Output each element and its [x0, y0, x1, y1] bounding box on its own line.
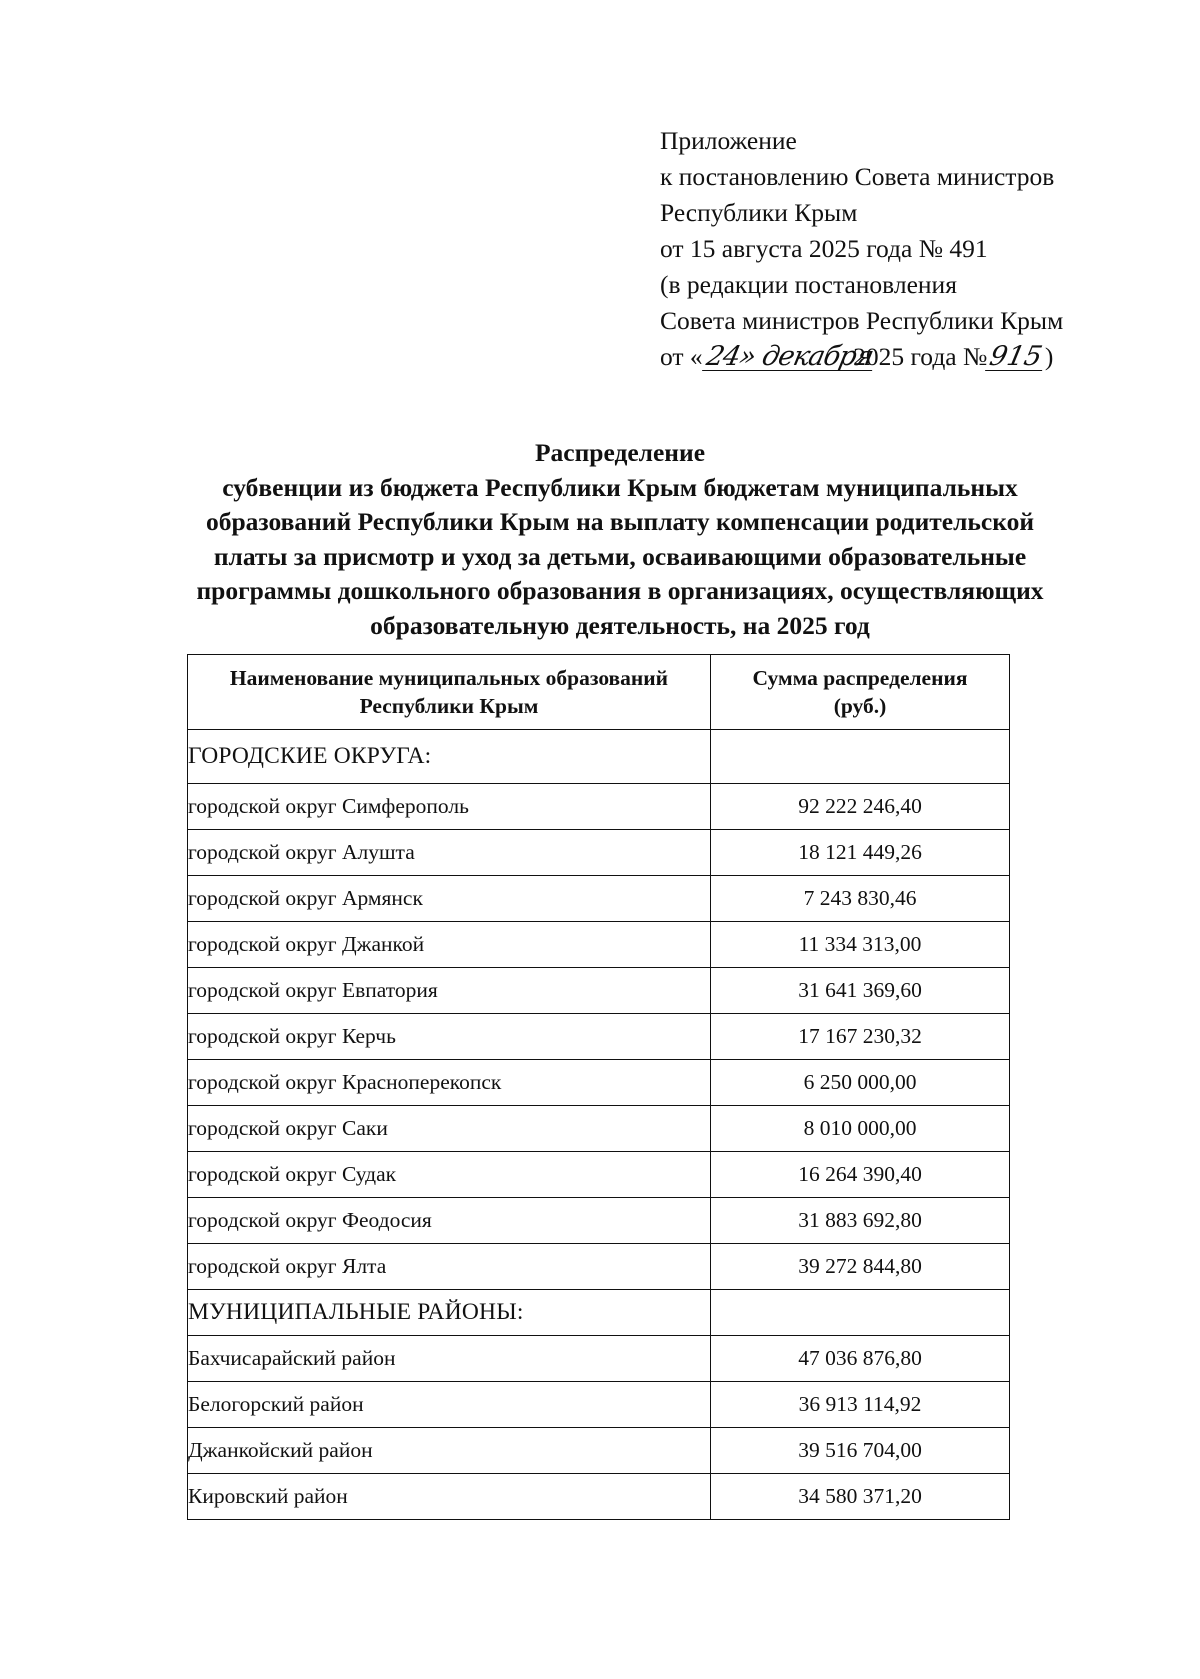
- amount-cell: 92 222 246,40: [711, 784, 1010, 830]
- title-line: платы за присмотр и уход за детьми, осваивающими образовательные: [213, 541, 1027, 571]
- amendment-year: 2025 года №: [853, 342, 988, 371]
- appendix-line: к постановлению Совета министров: [660, 162, 1055, 191]
- appendix-title: Приложение: [660, 126, 797, 155]
- title-line: субвенции из бюджета Республики Крым бюджетам муниципальных: [222, 472, 1018, 502]
- amount-cell: 34 580 371,20: [711, 1474, 1010, 1520]
- municipality-name: городской округ Симферополь: [188, 784, 711, 830]
- header-name-line: Наименование муниципальных образований: [229, 666, 669, 690]
- municipality-name: городской округ Армянск: [188, 876, 711, 922]
- amount-cell: 8 010 000,00: [711, 1106, 1010, 1152]
- municipality-name: Бахчисарайский район: [188, 1336, 711, 1382]
- header-amount-line: (руб.): [833, 694, 887, 718]
- amount-cell: 36 913 114,92: [711, 1382, 1010, 1428]
- handwritten-date: 24» декабря: [702, 343, 878, 371]
- municipality-name: городской округ Евпатория: [188, 968, 711, 1014]
- amount-cell: 16 264 390,40: [711, 1152, 1010, 1198]
- appendix-amendment-line: [660, 339, 1100, 375]
- table-row: [188, 1106, 1010, 1152]
- appendix-line: Республики Крым: [660, 198, 858, 227]
- section-label-urban: ГОРОДСКИЕ ОКРУГА:: [188, 730, 711, 784]
- handwritten-number: 915: [985, 343, 1047, 371]
- amount-cell: 17 167 230,32: [711, 1014, 1010, 1060]
- empty-cell: [711, 1290, 1010, 1336]
- table-row: [188, 1336, 1010, 1382]
- table-row: [188, 968, 1010, 1014]
- appendix-original-date: от 15 августа 2025 года № 491: [660, 234, 988, 263]
- title-line: образовательную деятельность, на 2025 год: [370, 610, 870, 640]
- amount-cell: 18 121 449,26: [711, 830, 1010, 876]
- table-row: [188, 1474, 1010, 1520]
- municipality-name: Джанкойский район: [188, 1428, 711, 1474]
- amendment-prefix: от «: [660, 342, 703, 371]
- table-row: [188, 1198, 1010, 1244]
- amount-cell: 7 243 830,46: [711, 876, 1010, 922]
- municipality-name: городской округ Джанкой: [188, 922, 711, 968]
- amount-cell: 39 516 704,00: [711, 1428, 1010, 1474]
- municipality-name: Кировский район: [188, 1474, 711, 1520]
- municipality-name: Белогорский район: [188, 1382, 711, 1428]
- table-row: [188, 784, 1010, 830]
- table-header-row: [188, 655, 1010, 730]
- table-row: [188, 1382, 1010, 1428]
- section-row: [188, 730, 1010, 784]
- table-row: [188, 1014, 1010, 1060]
- municipality-name: городской округ Феодосия: [188, 1198, 711, 1244]
- table-row: [188, 876, 1010, 922]
- amendment-suffix: ): [1044, 342, 1054, 371]
- appendix-block: [660, 123, 1100, 375]
- municipality-name: городской округ Судак: [188, 1152, 711, 1198]
- amount-cell: 31 641 369,60: [711, 968, 1010, 1014]
- municipality-name: городской округ Алушта: [188, 830, 711, 876]
- amount-cell: 11 334 313,00: [711, 922, 1010, 968]
- table-row: [188, 1244, 1010, 1290]
- section-label-districts: МУНИЦИПАЛЬНЫЕ РАЙОНЫ:: [188, 1290, 711, 1336]
- municipality-name: городской округ Керчь: [188, 1014, 711, 1060]
- appendix-line: Совета министров Республики Крым: [660, 306, 1064, 335]
- municipality-name: городской округ Саки: [188, 1106, 711, 1152]
- header-name-line: Республики Крым: [359, 694, 539, 718]
- table-row: [188, 922, 1010, 968]
- handwritten-day: 24: [703, 341, 743, 372]
- table-row: [188, 1152, 1010, 1198]
- empty-cell: [711, 730, 1010, 784]
- table-row: [188, 1428, 1010, 1474]
- distribution-table: [187, 654, 1010, 1520]
- section-row: [188, 1290, 1010, 1336]
- appendix-line: (в редакции постановления: [660, 270, 957, 299]
- title-line: образований Республики Крым на выплату компенсации родительской: [205, 507, 1035, 536]
- amount-cell: 31 883 692,80: [711, 1198, 1010, 1244]
- table-row: [188, 1060, 1010, 1106]
- table-row: [188, 830, 1010, 876]
- municipality-name: городской округ Ялта: [188, 1244, 711, 1290]
- amount-cell: 39 272 844,80: [711, 1244, 1010, 1290]
- header-name-cell: [188, 655, 711, 730]
- handwritten-month: декабря: [758, 341, 876, 372]
- amount-cell: 6 250 000,00: [711, 1060, 1010, 1106]
- municipality-name: городской округ Красноперекопск: [188, 1060, 711, 1106]
- header-amount-cell: [711, 655, 1010, 730]
- title-heading: Распределение: [534, 438, 706, 467]
- title-line: программы дошкольного образования в организациях, осуществляющих: [196, 576, 1044, 605]
- document-title: [160, 436, 1080, 643]
- header-amount-line: Сумма распределения: [752, 666, 968, 690]
- amount-cell: 47 036 876,80: [711, 1336, 1010, 1382]
